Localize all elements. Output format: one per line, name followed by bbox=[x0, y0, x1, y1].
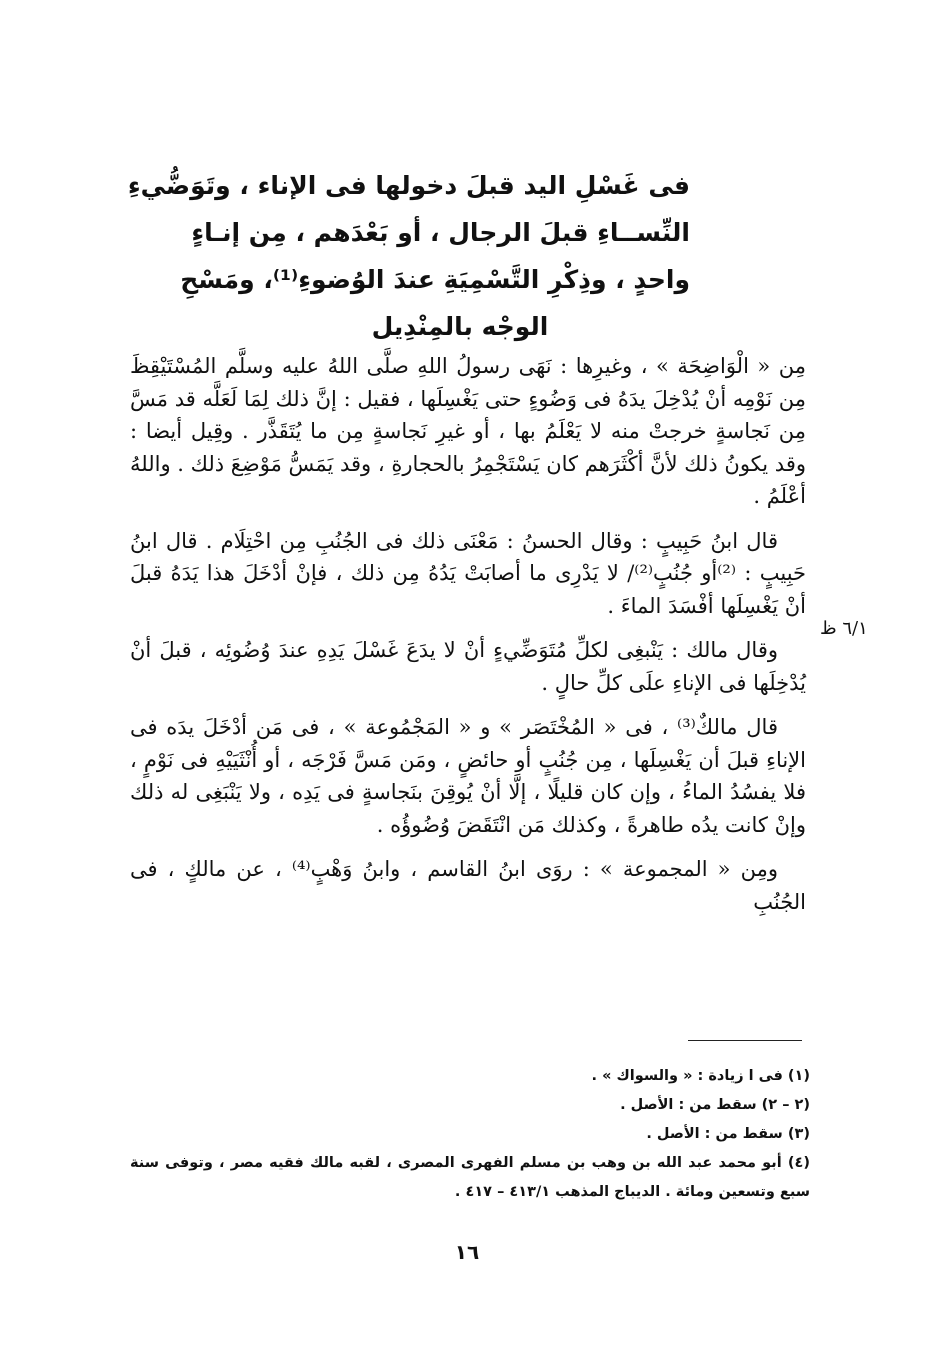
heading-line: النِّســاءِ قبلَ الرجال ، أو بَعْدَهم ، مِن إنـاءٍ bbox=[191, 218, 690, 247]
paragraph: ومِن « المجموعة » : روَى ابنُ القاسم ، وابنُ وَهْبٍ⁽⁴⁾ ، عن مالكٍ ، فى الجُنُبِ bbox=[130, 857, 806, 914]
paragraph: مِن « الْوَاضِحَة » ، وغيرِها : نَهَى رسولُ اللهِ صلَّى اللهُ عليه وسلَّم المُسْتَيْقِظَ مِن نَوْمِه أنْ يُدْخِلَ يدَهُ فى وَضُوءٍ حتى يَغْسِلَها ، فقيل : إنَّ ذلك لِمَا لَعَلَّه قد مَسَّ مِن نَجاسةٍ خرجتْ منه لا يَعْلَمُ بها ، أو غيرِ نَجاسةٍ مِن ما يُتَقَذَّر . وقِيل أيضا : وقد يكونُ ذلك لأنَّ أكْثَرَهم كان يَسْتَجْمِرُ بالحجارةِ ، وقد يَمَسُّ مَوْضِعَ ذلك . واللهُ أعْلَمُ . bbox=[130, 354, 806, 508]
paragraph: قال ابنُ حَبِيبٍ : وقال الحسنُ : مَعْنَى ذلك فى الجُنُبِ مِن احْتِلَام . قال ابنُ حَبِيبٍ : ⁽²⁾أو جُنُبٍ⁽²⁾/ لا يَدْرِى ما أصابَتْ يَدُهُ مِن ذلك ، فإنْ أدْخَلَ هذا يَدَهُ قبلَ أنْ يَغْسِلَها أفْسَدَ الماءَ . bbox=[130, 528, 807, 618]
footnote-separator bbox=[688, 1040, 802, 1041]
footnotes bbox=[130, 1062, 810, 1207]
heading-line: فى غَسْلِ اليد قبلَ دخولها فى الإناء ، وتَوَضُّيءِ bbox=[127, 171, 690, 200]
paragraph: قال مالكٌ⁽³⁾ ، فى « المُخْتَصَر » و « المَجْمُوعة » ، فى مَن أدْخَلَ يدَه فى الإناءِ قبلَ أن يَغْسِلَها ، مِن جُنُبٍ أو حائضٍ ، ومَن مَسَّ فَرْجَه ، أو أُنْثَيَيْهِ فى نَوْمٍ ، فلا يفسُدُ الماءُ ، وإن كان قليلًا ، إلَّا أنْ يُوقِنَ بنَجاسةٍ فى يَدِه ، ولا يَنْبَغِى له ذلك وإنْ كانت يدُه طاهرةً ، وكذلك مَن انْتَقَضَ وُضُوؤُه . bbox=[130, 715, 806, 837]
footnote: (١) فى ا زيادة : « والسواك » . bbox=[591, 1068, 810, 1084]
footnote: (٣) سقط من : الأصل . bbox=[646, 1126, 810, 1142]
page-number: ١٦ bbox=[454, 1240, 480, 1264]
manuscript-folio-marker: ٦/١ ظ bbox=[820, 618, 868, 639]
paragraph: وقال مالك : يَنْبغِى لكلِّ مُتَوَضِّيءٍ أنْ لا يدَعَ غَسْلَ يَدِهِ عندَ وُضُوئِه ، قبلَ أنْ يُدْخِلَها فى الإناءِ علَى كلِّ حالٍ . bbox=[130, 638, 806, 695]
footnote: (٤) أبو محمد عبد الله بن وهب بن مسلم الفهرى المصرى ، لقبه مالك فقيه مصر ، وتوفى سنة سبع وتسعين ومائة . الديباج المذهب ٤١٣/١ – ٤١٧ . bbox=[130, 1155, 810, 1200]
footnote: (٢ – ٢) سقط من : الأصل . bbox=[620, 1097, 810, 1113]
chapter-heading bbox=[127, 162, 690, 350]
heading-line: واحدٍ ، وذِكْرِ التَّسْمِيَةِ عندَ الوُضوءِ⁽¹⁾، ومَسْحِ bbox=[180, 265, 690, 294]
heading-line: الوجْه بالمِنْدِيل bbox=[371, 312, 549, 341]
body-text bbox=[130, 350, 806, 930]
